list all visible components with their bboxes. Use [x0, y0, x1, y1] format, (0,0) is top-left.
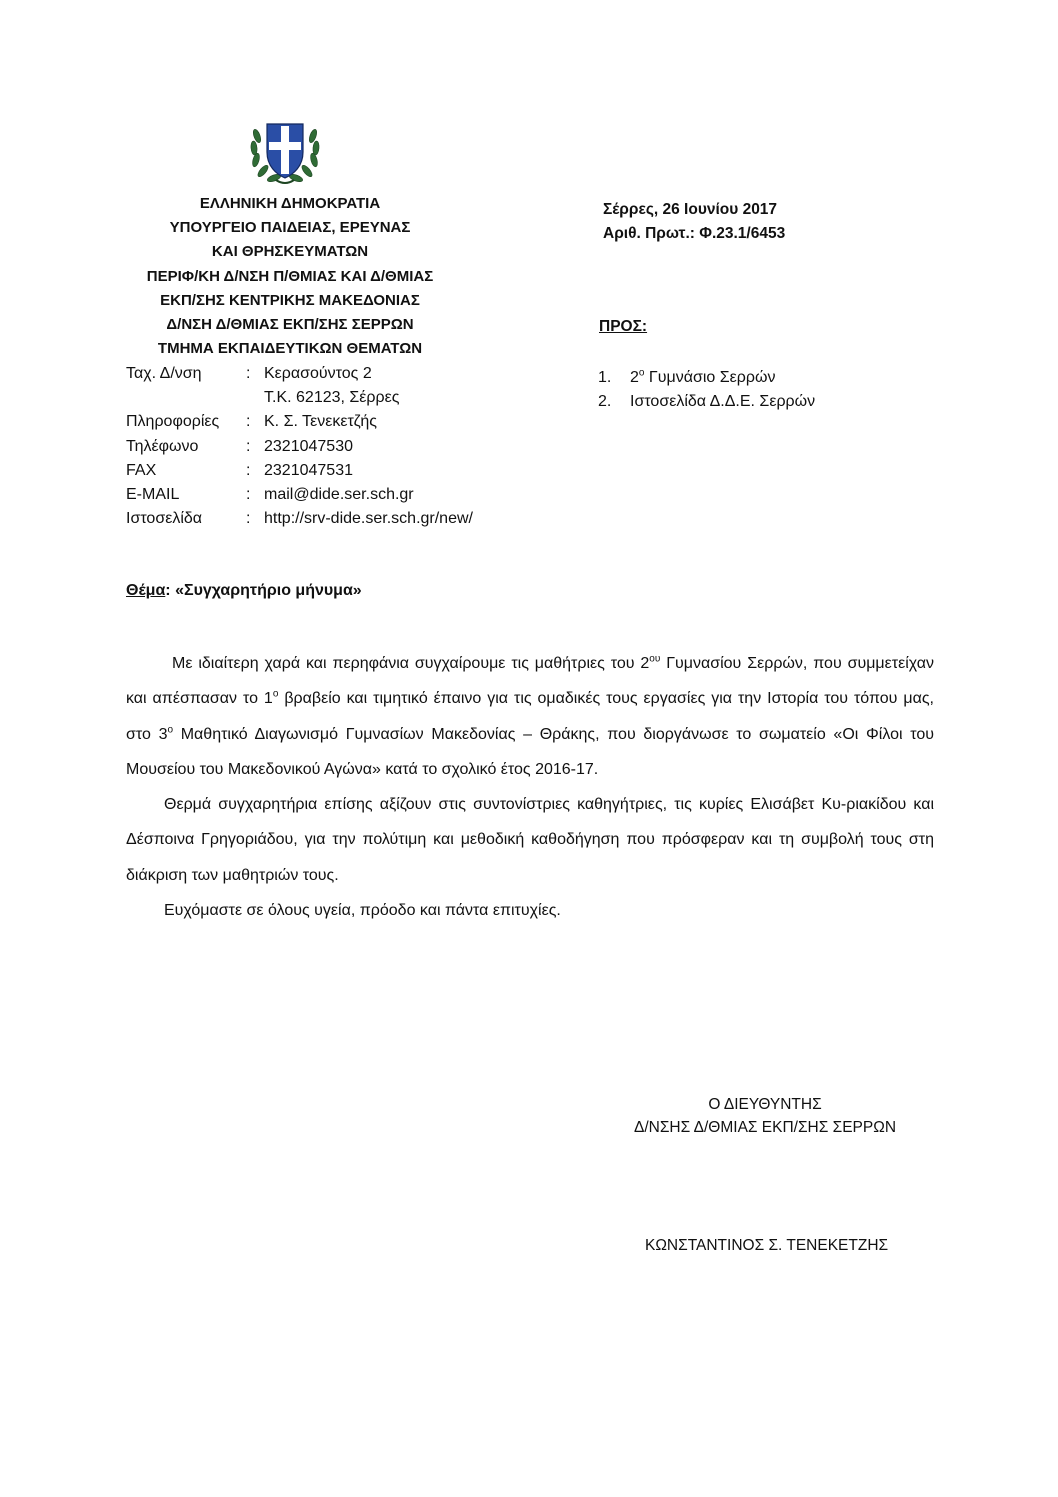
recipients-heading: ΠΡΟΣ: [599, 318, 648, 335]
body-paragraph-2: Θερμά συγχαρητήρια επίσης αξίζουν στις συντονίστριες καθηγήτριες, τις κυρίες Ελισάβετ Κυ-ριακίδου και Δέσποινα Γρηγοριάδου, για την πολύτιμη και μεθοδική καθοδήγηση που πρόσφεραν και τη συμβολή τους στη διάκριση των μαθητριών τους. [126, 796, 934, 884]
contact-row-phone [126, 435, 473, 459]
signatory-title [620, 1093, 910, 1139]
recipient-item [598, 390, 815, 414]
contact-value: mail@dide.ser.sch.gr [264, 486, 414, 504]
header-line: ΤΜΗΜΑ ΕΚΠΑΙΔΕΥΤΙΚΩΝ ΘΕΜΑΤΩΝ [157, 340, 423, 358]
contact-colon: : [246, 365, 251, 382]
contact-row-website [126, 507, 473, 531]
recipient-number: 1. [598, 369, 612, 386]
contact-label: FAX [126, 461, 157, 479]
protocol-number: Αριθ. Πρωτ.: Φ.23.1/6453 [603, 225, 786, 242]
contact-value: Κερασούντος 2 [264, 365, 372, 382]
contact-label [126, 386, 246, 410]
contact-row-info [126, 410, 473, 434]
date-line: Σέρρες, 26 Ιουνίου 2017 [603, 201, 778, 218]
contact-label: Ιστοσελίδα [126, 510, 203, 528]
contact-colon [246, 386, 264, 410]
header-line: ΕΛΛΗΝΙΚΗ ΔΗΜΟΚΡΑΤΙΑ [199, 195, 381, 212]
header-line: ΕΚΠ/ΣΗΣ ΚΕΝΤΡΙΚΗΣ ΜΑΚΕΔΟΝΙΑΣ [160, 291, 420, 309]
recipient-text: Ιστοσελίδα Δ.Δ.Ε. Σερρών [630, 393, 816, 410]
contact-value: 2321047530 [264, 437, 353, 455]
body-paragraph-1: Με ιδιαίτερη χαρά και περηφάνια συγχαίρουμε τις μαθήτριες του $2^{o\upsilon}$ Γυμνασίου Σερρών, που συμμετείχαν και απέσπασαν το $1^o$ βραβείο και τιμητικό έπαινο για τις ομαδικές τους εργασίες για την Ιστορία του τόπου μας, στο $3^o$ Μαθητικό Διαγωνισμό Γυμνασίων Μακεδονίας – Θράκης, που διοργάνωσε το σωματείο «Οι Φίλοι του Μουσείου του Μακεδονικού Αγώνα» κατά το σχολικό έτος 2016-17. [126, 653, 934, 778]
contact-row-postcode [126, 386, 473, 410]
contact-row-email [126, 483, 473, 507]
contact-colon: : [246, 486, 251, 504]
date-protocol-block [603, 198, 785, 246]
header-line: Δ/ΝΣΗ Δ/ΘΜΙΑΣ ΕΚΠ/ΣΗΣ ΣΕΡΡΩΝ [166, 316, 414, 334]
recipients-list [598, 366, 815, 414]
subject-label: Θέμα [126, 582, 166, 599]
contact-label: Πληροφορίες [126, 413, 220, 431]
contact-details [126, 362, 473, 531]
contact-label: Ταχ. Δ/νση [126, 365, 202, 382]
contact-value: 2321047531 [264, 461, 353, 479]
issuing-authority-header [100, 192, 480, 361]
contact-value: Τ.Κ. 62123, Σέρρες [264, 389, 400, 407]
subject-text: «Συγχαρητήριο μήνυμα» [175, 582, 362, 599]
signatory-title-line-1: Ο ΔΙΕΥΘΥΝΤΗΣ [708, 1096, 822, 1113]
contact-label: E-MAIL [126, 486, 180, 504]
letter-body [126, 646, 934, 928]
recipient-text: $2^o$ Γυμνάσιο Σερρών [630, 367, 776, 386]
contact-row-address [126, 362, 473, 386]
contact-colon: : [246, 461, 251, 479]
contact-row-fax [126, 459, 473, 483]
contact-colon: : [246, 437, 251, 455]
subject-line [126, 582, 362, 600]
contact-colon: : [246, 413, 251, 431]
contact-value: Κ. Σ. Τενεκετζής [264, 413, 377, 431]
coat-of-arms-seal [248, 112, 322, 188]
contact-value: http://srv-dide.ser.sch.gr/new/ [264, 510, 473, 528]
recipient-item [598, 366, 815, 390]
header-line: ΥΠΟΥΡΓΕΙΟ ΠΑΙΔΕΙΑΣ, ΕΡΕΥΝΑΣ [169, 219, 411, 237]
contact-colon: : [246, 510, 251, 528]
signatory-title-line-2: Δ/ΝΣΗΣ Δ/ΘΜΙΑΣ ΕΚΠ/ΣΗΣ ΣΕΡΡΩΝ [633, 1119, 897, 1136]
body-paragraph-3: Ευχόμαστε σε όλους υγεία, πρόοδο και πάντα επιτυχίες. [164, 902, 561, 920]
recipient-number: 2. [598, 393, 612, 410]
signatory-name: ΚΩΝΣΤΑΝΤΙΝΟΣ Σ. ΤΕΝΕΚΕΤΖΗΣ [645, 1237, 889, 1254]
contact-label: Τηλέφωνο [126, 437, 199, 455]
subject-separator: : [165, 582, 176, 599]
header-line: ΚΑΙ ΘΡΗΣΚΕΥΜΑΤΩΝ [211, 243, 369, 261]
header-line: ΠΕΡΙΦ/ΚΗ Δ/ΝΣΗ Π/ΘΜΙΑΣ ΚΑΙ Δ/ΘΜΙΑΣ [146, 267, 434, 285]
